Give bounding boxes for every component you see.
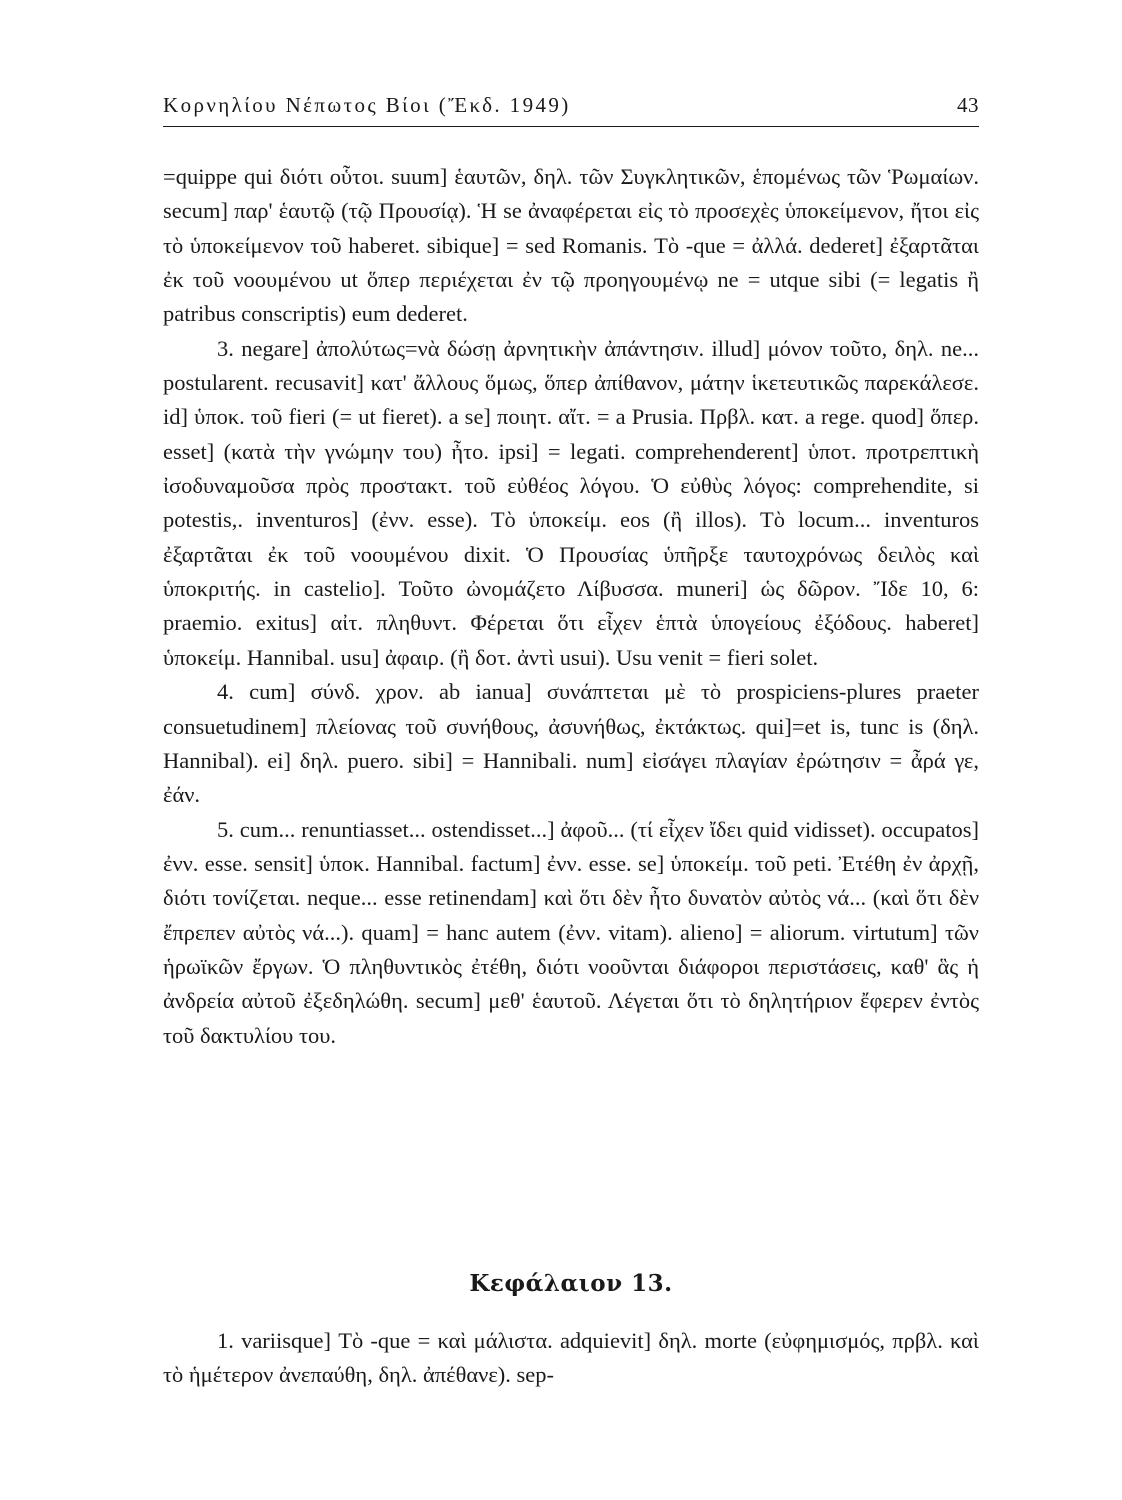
chapter-heading: Κεφάλαιον 13. [469, 1270, 673, 1297]
paragraph-section-5: 5. cum... renuntiasset... ostendisset...] ἀφοῦ... (τί εἶχεν ἴδει quid vidisset). occupatos] ἐνν. esse. sensit] ὑποκ. Hannibal. factum] ἐνν. esse. se] ὑποκείμ. τοῦ peti. Ἐτέθη ἐν ἀρχῇ, διότι τονίζεται. neque... esse retinendam] καὶ ὅτι δὲν ἦτο δυνατὸν αὐτὸς νά... (καὶ ὅτι δὲν ἔπρεπεν αὐτὸς νά...). quam] = hanc autem (ἐνν. vitam). alieno] = aliorum. virtutum] τῶν ἡρωϊκῶν ἔργων. Ὁ πληθυντικὸς ἐτέθη, διότι νοοῦνται διάφοροι περιστάσεις, καθ' ἃς ἡ ἀνδρεία αὐτοῦ ἐξεδηλώθη. secum] μεθ' ἑαυτοῦ. Λέγεται ὅτι τὸ δηλητήριον ἔφερεν ἐντὸς τοῦ δακτυλίου του. [163, 816, 979, 1048]
running-header [163, 93, 979, 118]
chapter-body [163, 1324, 979, 1393]
commentary-body [163, 160, 979, 1053]
page-number: 43 [957, 93, 979, 117]
header-rule [163, 126, 979, 127]
paragraph-section-4: 4. cum] σύνδ. χρον. ab ianua] συνάπτεται μὲ τὸ prospiciens-plures praeter consuetudinem] πλείονας τοῦ συνήθους, ἀσυνήθως, ἐκτάκτως. qui]=et is, tunc is (δηλ. Hannibal). ei] δηλ. puero. sibi] = Hannibali. num] εἰσάγει πλαγίαν ἐρώτησιν = ἆρά γε, ἐάν. [163, 679, 979, 808]
paragraph-continuation: =quippe qui διότι οὗτοι. suum] ἑαυτῶν, δηλ. τῶν Συγκλητικῶν, ἑπομένως τῶν Ῥωμαίων. secum] παρ' ἑαυτῷ (τῷ Προυσίᾳ). Ἡ se ἀναφέρεται εἰς τὸ προσεχὲς ὑποκείμενον, ἤτοι εἰς τὸ ὑποκείμενον τοῦ haberet. sibique] = sed Romanis. Τὸ -que = ἀλλά. dederet] ἐξαρτᾶται ἐκ τοῦ νοουμένου ut ὅπερ περιέχεται ἐν τῷ προηγουμένῳ ne = utque sibi (= legatis ἢ patribus conscriptis) eum dederet. [163, 164, 979, 327]
paragraph-chapter-13-section-1: 1. variisque] Τὸ -que = καὶ μάλιστα. adquievit] δηλ. morte (εὐφημισμός, πρβλ. καὶ τὸ ἡμέτερον ἀνεπαύθη, δηλ. ἀπέθανε). sep- [163, 1328, 979, 1388]
running-title: Κορνηλίου Νέπωτος Βίοι (Ἔκδ. 1949) [163, 93, 571, 117]
paragraph-section-3: 3. negare] ἀπολύτως=νὰ δώσῃ ἀρνητικὴν ἀπάντησιν. illud] μόνον τοῦτο, δηλ. ne... postularent. recusavit] κατ' ἄλλους ὅμως, ὅπερ ἀπίθανον, μάτην ἱκετευτικῶς παρεκάλεσε. id] ὑποκ. τοῦ fieri (= ut fieret). a se] ποιητ. αἴτ. = a Prusia. Πρβλ. κατ. a rege. quod] ὅπερ. esset] (κατὰ τὴν γνώμην του) ἦτο. ipsi] = legati. comprehenderent] ὑποτ. προτρεπτικὴ ἰσοδυναμοῦσα πρὸς προστακτ. τοῦ εὐθέος λόγου. Ὁ εὐθὺς λόγος: comprehendite, si potestis,. inventuros] (ἐνν. esse). Τὸ ὑποκείμ. eos (ἢ illos). Τὸ locum... inventuros ἐξαρτᾶται ἐκ τοῦ νοουμένου dixit. Ὁ Προυσίας ὑπῆρξε ταυτοχρόνως δειλὸς καὶ ὑποκριτής. in castelio]. Τοῦτο ὠνομάζετο Λίβυσσα. muneri] ὡς δῶρον. Ἴδε 10, 6: praemio. exitus] αἰτ. πληθυντ. Φέρεται ὅτι εἶχεν ἑπτὰ ὑπογείους ἐξόδους. haberet] ὑποκείμ. Hannibal. usu] ἀφαιρ. (ἢ δοτ. ἀντὶ usui). Usu venit = fieri solet. [163, 335, 979, 670]
